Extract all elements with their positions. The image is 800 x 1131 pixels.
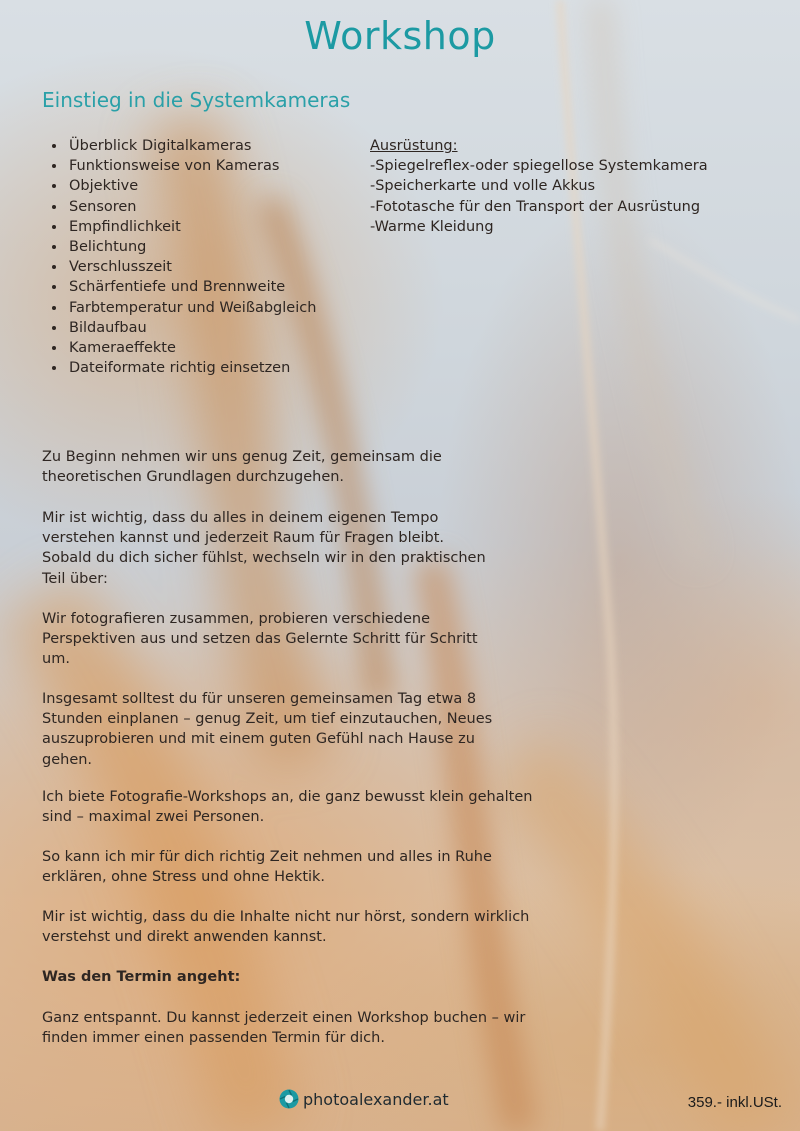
list-item: • Dateiformate richtig einsetzen xyxy=(67,358,316,378)
page-title: Workshop xyxy=(304,14,496,58)
equipment-item: -Fototasche für den Transport der Ausrüstung xyxy=(370,198,701,215)
paragraph-time: So kann ich mir für dich richtig Zeit nehmen und alles in Ruhe erklären, ohne Stress und ohne Hektik. xyxy=(42,849,492,886)
list-item: • Überblick Digitalkameras xyxy=(67,136,316,156)
brand-logo xyxy=(279,1089,449,1109)
list-item: • Sensoren xyxy=(67,197,316,217)
aperture-logo-icon xyxy=(279,1089,299,1109)
paragraph-practice: Wir fotografieren zusammen, probieren verschiedene Perspektiven aus und setzen das Gelernte Schritt für Schritt um. xyxy=(42,611,478,668)
termin-heading: Was den Termin angeht: xyxy=(42,969,241,985)
topics-list xyxy=(48,136,316,378)
equipment-list xyxy=(370,136,708,237)
list-item: • Schärfentiefe und Brennweite xyxy=(67,277,316,297)
brand-name: photoalexander.at xyxy=(303,1089,449,1109)
list-item: • Belichtung xyxy=(67,237,316,257)
list-item: • Funktionsweise von Kameras xyxy=(67,156,316,176)
list-item: • Verschlusszeit xyxy=(67,257,316,277)
paragraph-tempo: Mir ist wichtig, dass du alles in deinem eigenen Tempo verstehen kannst und jederzeit Raum für Fragen bleibt. Sobald du dich sicher fühlst, wechseln wir in den praktischen Teil über: xyxy=(42,510,486,587)
paragraph-intro: Zu Beginn nehmen wir uns genug Zeit, gemeinsam die theoretischen Grundlagen durchzugehen. xyxy=(42,449,442,486)
equipment-item: -Warme Kleidung xyxy=(370,218,494,235)
equipment-heading: Ausrüstung: xyxy=(370,138,458,154)
list-item: • Empfindlichkeit xyxy=(67,217,316,237)
paragraph-small-groups: Ich biete Fotografie-Workshops an, die ganz bewusst klein gehalten sind – maximal zwei Personen. xyxy=(42,789,533,826)
list-item: • Objektive xyxy=(67,176,316,196)
equipment-item: -Speicherkarte und volle Akkus xyxy=(370,178,596,195)
list-item: • Bildaufbau xyxy=(67,318,316,338)
paragraph-understanding: Mir ist wichtig, dass du die Inhalte nicht nur hörst, sondern wirklich verstehst und direkt anwenden kannst. xyxy=(42,909,530,946)
paragraph-duration: Insgesamt solltest du für unseren gemeinsamen Tag etwa 8 Stunden einplanen – genug Zeit, um tief einzutauchen, Neues auszuprobieren und mit einem guten Gefühl nach Hause zu gehen. xyxy=(42,691,493,768)
paragraph-termin: Ganz entspannt. Du kannst jederzeit einen Workshop buchen – wir finden immer einen passenden Termin für dich. xyxy=(42,1010,526,1047)
equipment-item: -Spiegelreflex-oder spiegellose Systemkamera xyxy=(370,158,708,175)
price-label: 359.- inkl.USt. xyxy=(687,1094,782,1111)
list-item: • Farbtemperatur und Weißabgleich xyxy=(67,298,316,318)
page-subtitle: Einstieg in die Systemkameras xyxy=(42,88,351,112)
list-item: • Kameraeffekte xyxy=(67,338,316,358)
